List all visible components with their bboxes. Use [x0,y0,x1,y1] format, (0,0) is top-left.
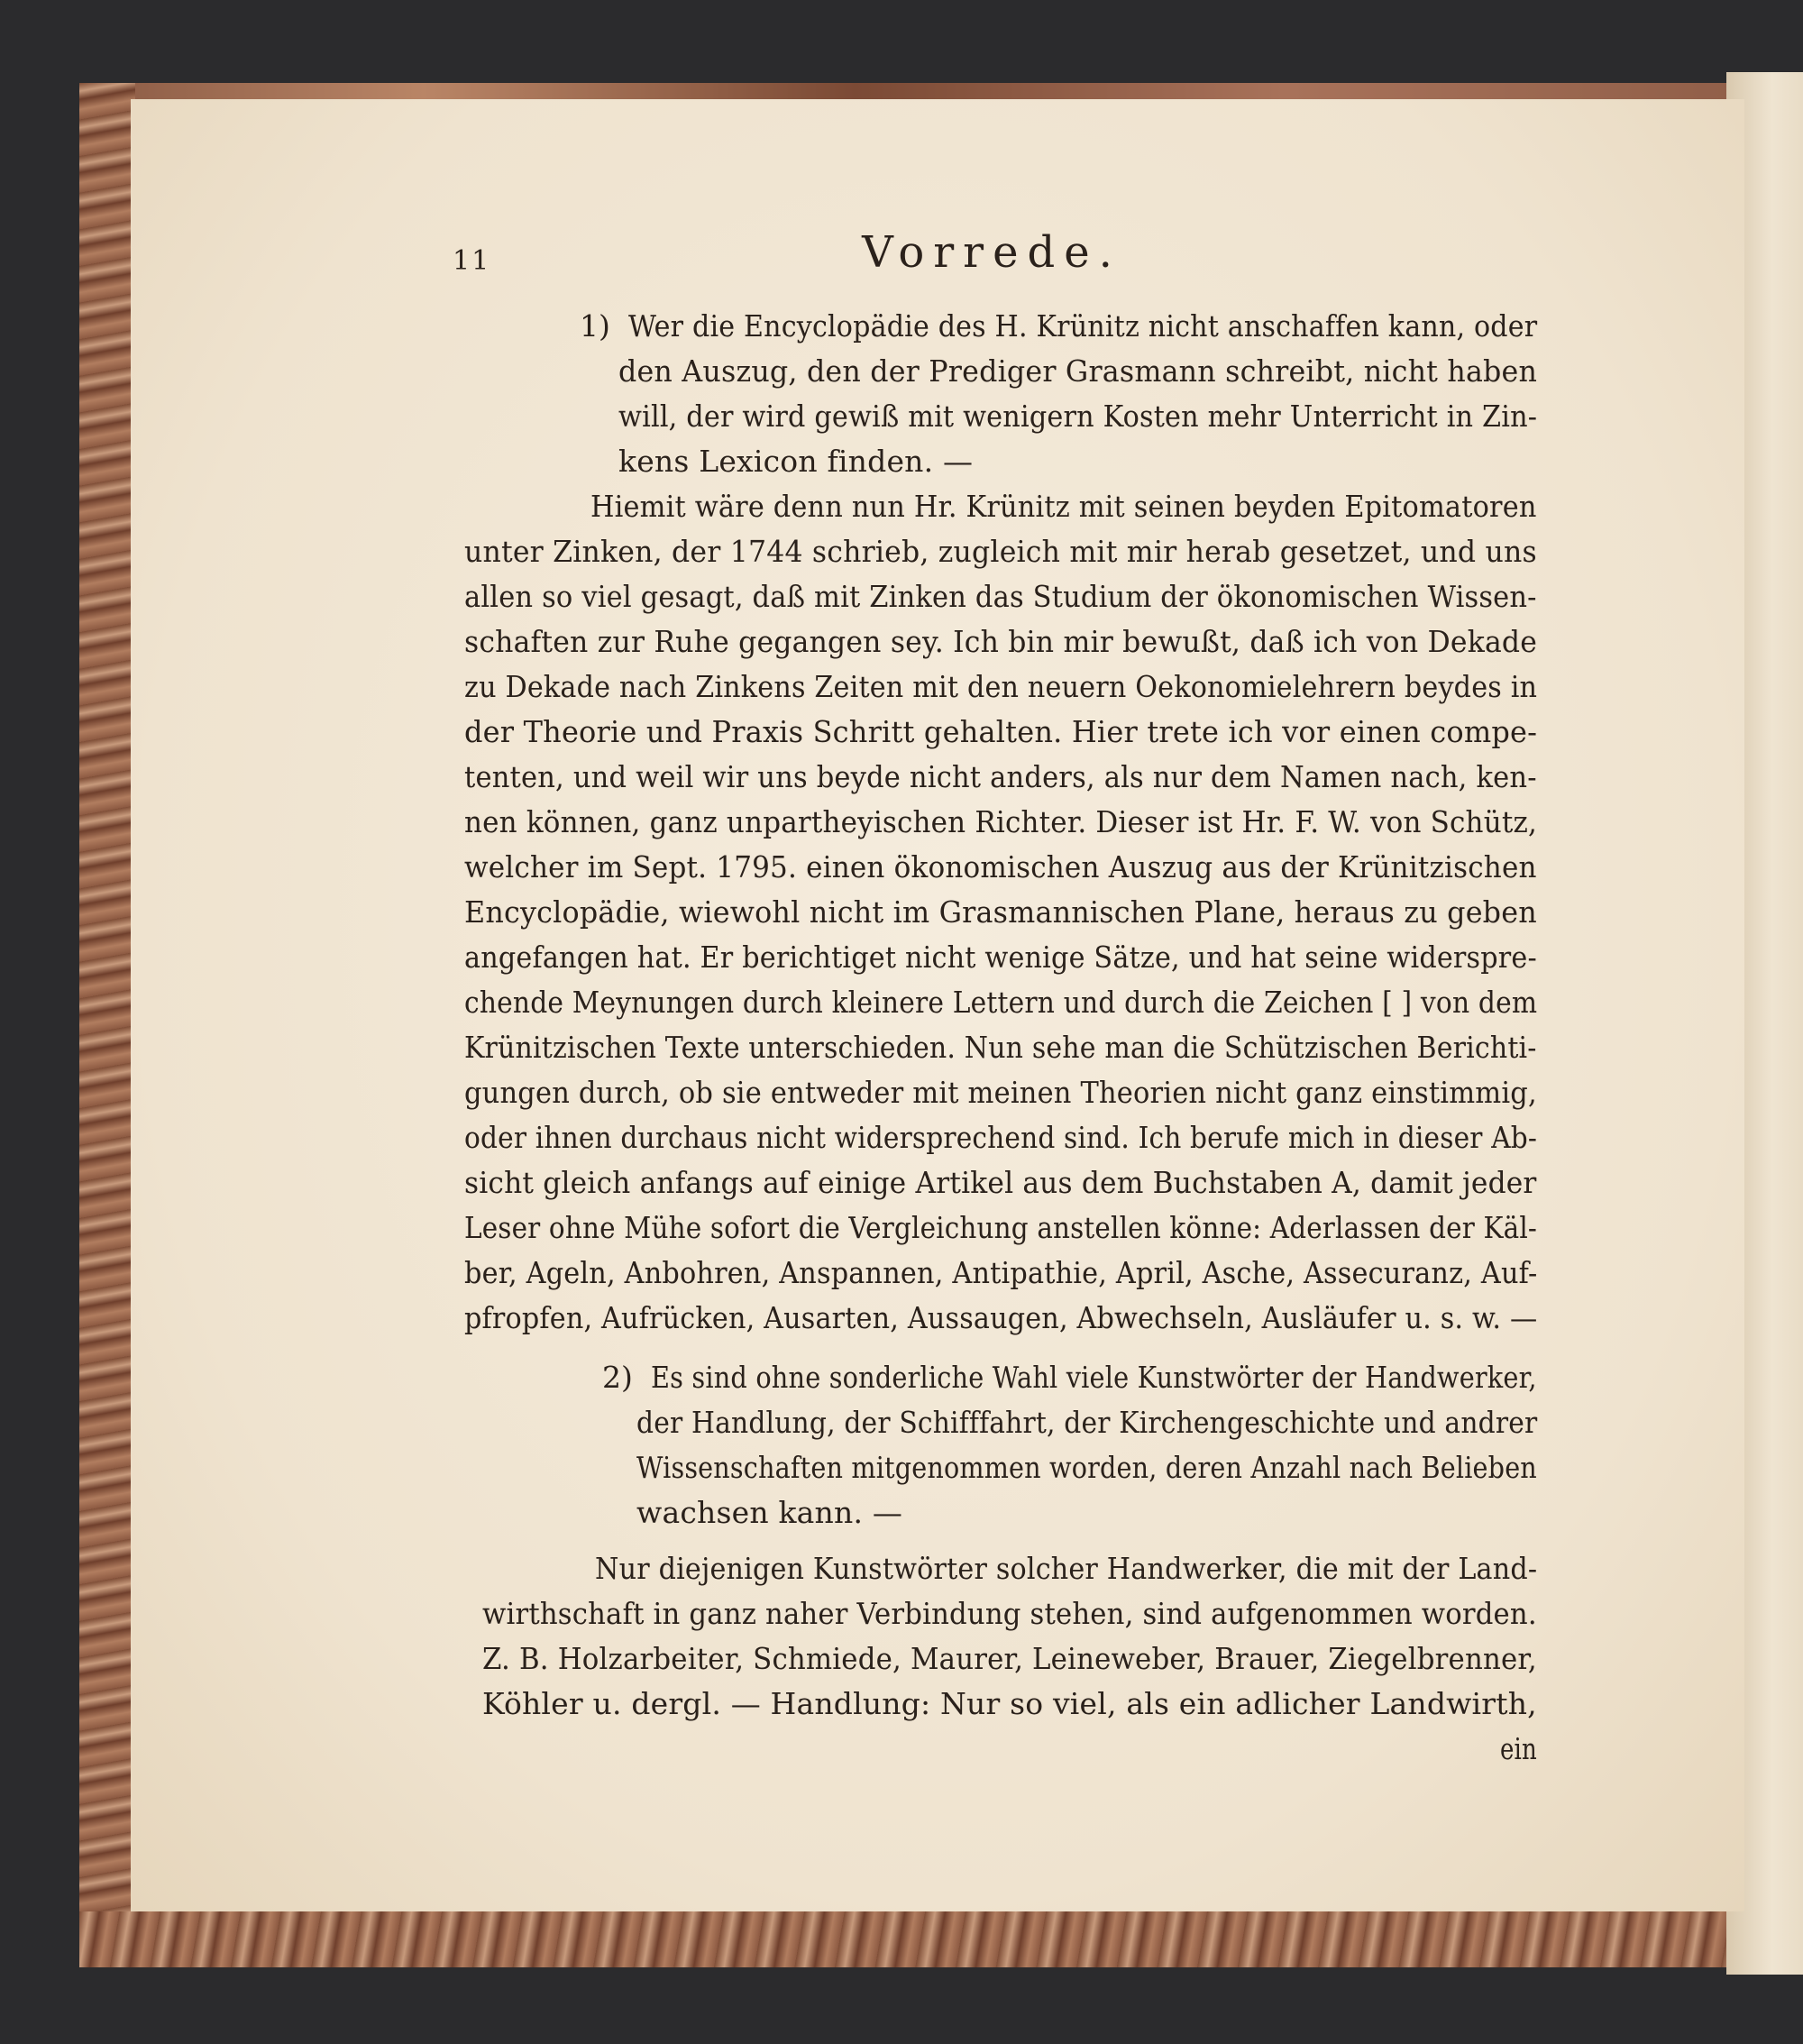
paragraph-1-line: allen so viel gesagt, daß mit Zinken das Studium der ökonomischen Wissen- [464,579,1537,614]
marbled-cover-edge-bottom [79,1911,1803,1967]
item-1-line: kens Lexicon finden. — [618,444,974,479]
paragraph-1-line: Encyclopädie, wiewohl nicht im Grasmannischen Plane, heraus zu geben [464,894,1537,930]
paragraph-2-line: wirthschaft in ganz naher Verbindung stehen, sind aufgenommen worden. [482,1596,1537,1631]
paragraph-2-line: Köhler u. dergl. — Handlung: Nur so viel, als ein adlicher Landwirth, [482,1686,1537,1721]
catchword: ein [1500,1731,1537,1766]
paragraph-1-line: schaften zur Ruhe gegangen sey. Ich bin mir bewußt, daß ich von Dekade [464,624,1538,659]
page-heading: Vorrede. [862,227,1121,278]
item-1-line: den Auszug, den der Prediger Grasmann schreibt, nicht haben [618,353,1538,389]
paragraph-1-line: Krünitzischen Texte unterschieden. Nun sehe man die Schützischen Berichti- [464,1030,1537,1065]
item-2-line: Es sind ohne sonderliche Wahl viele Kunstwörter der Handwerker, [651,1360,1537,1395]
paragraph-1-line: tenten, und weil wir uns beyde nicht anders, als nur dem Namen nach, ken- [464,759,1537,794]
paragraph-1-line: gungen durch, ob sie entweder mit meinen Theorien nicht ganz einstimmig, [464,1075,1537,1110]
item-2-line: Wissenschaften mitgenommen worden, deren Anzahl nach Belieben [636,1450,1537,1485]
paragraph-2-line: Nur diejenigen Kunstwörter solcher Handwerker, die mit der Land- [595,1551,1538,1586]
paragraph-2-line: Z. B. Holzarbeiter, Schmiede, Maurer, Leineweber, Brauer, Ziegelbrenner, [482,1641,1537,1676]
paragraph-1-line: welcher im Sept. 1795. einen ökonomischen Auszug aus der Krünitzischen [464,849,1537,885]
item-1-line: Wer die Encyclopädie des H. Krünitz nicht anschaffen kann, oder [628,308,1538,344]
paragraph-1-line: Leser ohne Mühe sofort die Vergleichung anstellen könne: Aderlassen der Käl- [464,1210,1538,1245]
marbled-cover-edge-left [79,83,135,1967]
item-1-number: 1) [580,308,610,344]
paragraph-1-line: angefangen hat. Er berichtiget nicht wenige Sätze, und hat seine widerspre- [464,940,1537,975]
paragraph-1-line: ber, Ageln, Anbohren, Anspannen, Antipathie, April, Asche, Assecuranz, Auf- [464,1255,1538,1290]
paragraph-1-line: Hiemit wäre denn nun Hr. Krünitz mit seinen beyden Epitomatoren [590,489,1537,524]
paragraph-1-line: nen können, ganz unpartheyischen Richter. Dieser ist Hr. F. W. von Schütz, [464,804,1538,839]
paragraph-1-line: sicht gleich anfangs auf einige Artikel aus dem Buchstaben A, damit jeder [464,1165,1537,1200]
item-2-number: 2) [602,1360,633,1395]
paragraph-1-line: oder ihnen durchaus nicht widersprechend sind. Ich berufe mich in dieser Ab- [464,1120,1538,1155]
item-2-line: der Handlung, der Schifffahrt, der Kirchengeschichte und andrer [636,1405,1538,1440]
page-number: 11 [453,245,491,277]
paragraph-1-line: der Theorie und Praxis Schritt gehalten. Hier trete ich vor einen compe- [464,714,1538,749]
paragraph-1-line: zu Dekade nach Zinkens Zeiten mit den neuern Oekonomielehrern beydes in [464,669,1538,704]
paragraph-1-line: pfropfen, Aufrücken, Ausarten, Aussaugen, Abwechseln, Ausläufer u. s. w. — [464,1300,1538,1335]
paragraph-1-line: chende Meynungen durch kleinere Lettern und durch die Zeichen [ ] von dem [464,985,1538,1020]
item-2-line: wachsen kann. — [636,1495,903,1530]
paragraph-1-line: unter Zinken, der 1744 schrieb, zugleich mit mir herab gesetzet, und uns [464,534,1537,569]
item-1-line: will, der wird gewiß mit wenigern Kosten mehr Unterricht in Zin- [618,399,1538,434]
